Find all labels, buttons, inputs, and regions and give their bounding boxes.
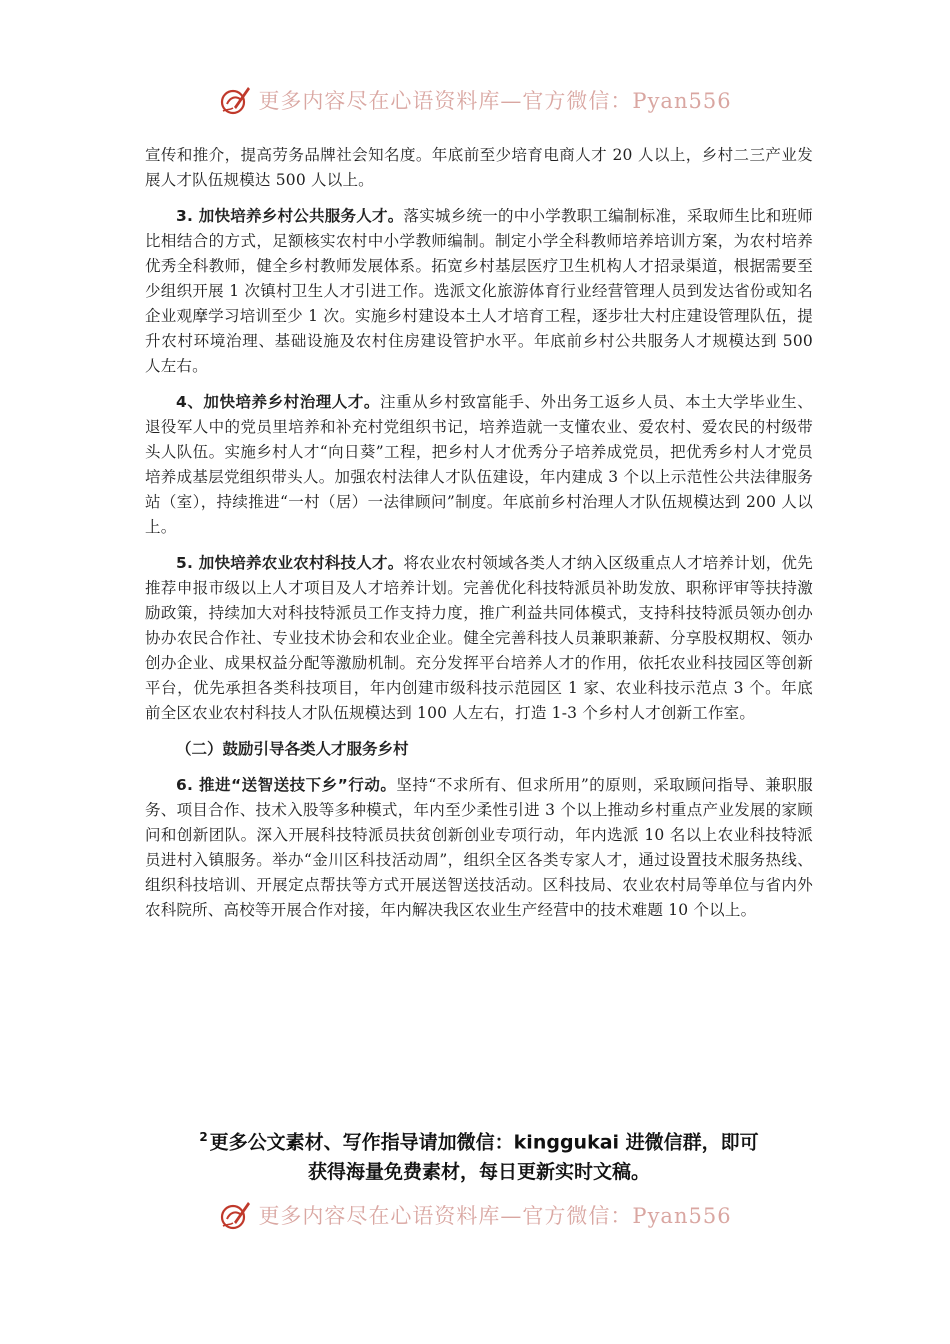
paragraph-public-service-talent (145, 204, 813, 379)
page-number: 2 (199, 1130, 208, 1144)
watermark-header (0, 80, 950, 120)
item-heading: 5. 加快培养农业农村科技人才。 (176, 554, 404, 572)
pen-logo-icon (218, 1198, 252, 1232)
item-body: 落实城乡统一的中小学教职工编制标准，采取师生比和班师比相结合的方式，足额核实农村中小学教师编制。制定小学全科教师培养培训方案，为农村培养优秀全科教师，健全乡村教师发展体系。拓宽乡村基层医疗卫生机构人才招录渠道，根据需要至少组织开展 1 次镇村卫生人才引进工作。选派文化旅游体育行业经营管理人员到发达省份或知名企业观摩学习培训至少 1 次。实施乡村建设本土人才培育工程，逐步壮大村庄建设管理队伍，提升农村环境治理、基础设施及农村住房建设管护水平。年底前乡村公共服务人才规模达到 500 人左右。 (145, 207, 813, 375)
watermark-text: 更多内容尽在心语资料库—官方微信：Pyan556 (258, 1204, 732, 1228)
item-body: 注重从乡村致富能手、外出务工返乡人员、本土大学毕业生、退役军人中的党员里培养和补充村党组织书记，培养造就一支懂农业、爱农村、爱农民的村级带头人队伍。实施乡村人才“向日葵”工程，把乡村人才优秀分子培养成党员，把优秀乡村人才党员培养成基层党组织带头人。加强农村法律人才队伍建设，年内建成 3 个以上示范性公共法律服务站（室），持续推进“一村（居）一法律顾问”制度。年底前乡村治理人才队伍规模达到 200 人以上。 (145, 393, 814, 536)
paragraph-governance-talent (145, 390, 813, 540)
promo-line-1 (145, 1122, 813, 1157)
paragraph-send-tech-to-countryside (145, 773, 813, 923)
promo-line-2: 获得海量免费素材，每日更新实时文稿。 (307, 1161, 650, 1184)
watermark-footer (0, 1195, 950, 1235)
pen-logo-icon (218, 83, 252, 117)
paragraph-tech-talent (145, 551, 813, 726)
promo-block (145, 1122, 813, 1187)
item-body: 将农业农村领域各类人才纳入区级重点人才培养计划，优先推荐申报市级以上人才项目及人才培养计划。完善优化科技特派员补助发放、职称评审等扶持激励政策，持续加大对科技特派员工作支持力度，推广利益共同体模式，支持科技特派员领办创办协办农民合作社、专业技术协会和农业企业。健全完善科技人员兼职兼薪、分享股权期权、领办创办企业、成果权益分配等激励机制。充分发挥平台培养人才的作用，依托农业科技园区等创新平台，优先承担各类科技项目，年内创建市级科技示范园区 1 家、农业科技示范点 3 个。年底前全区农业农村科技人才队伍规模达到 100 人左右，打造 1-3 个乡村人才创新工作室。 (145, 554, 813, 722)
paragraph-continued: 宣传和推介，提高劳务品牌社会知名度。年底前至少培育电商人才 20 人以上，乡村二三产业发展人才队伍规模达 500 人以上。 (145, 146, 813, 189)
item-body: 坚持“不求所有、但求所用”的原则，采取顾问指导、兼职服务、项目合作、技术入股等多种模式，年内至少柔性引进 3 个以上推动乡村重点产业发展的家顾问和创新团队。深入开展科技特派员扶贫创新创业专项行动，年内选派 10 名以上农业科技特派员进村入镇服务。举办“金川区科技活动周”，组织全区各类专家人才，通过设置技术服务热线、组织科技培训、开展定点帮扶等方式开展送智送技活动。区科技局、农业农村局等单位与省内外农科院所、高校等开展合作对接，年内解决我区农业生产经营中的技术难题 10 个以上。 (145, 776, 814, 919)
promo-text-1: 更多公文素材、写作指导请加微信：kinggukai 进微信群，即可 (209, 1131, 759, 1154)
section-heading: （二）鼓励引导各类人才服务乡村 (176, 740, 409, 758)
item-heading: 3. 加快培养乡村公共服务人才。 (176, 207, 404, 225)
item-heading: 6. 推进“送智送技下乡”行动。 (176, 776, 397, 794)
watermark-text: 更多内容尽在心语资料库—官方微信：Pyan556 (258, 89, 732, 113)
document-body (145, 143, 813, 934)
item-heading: 4、加快培养乡村治理人才。 (176, 393, 380, 411)
